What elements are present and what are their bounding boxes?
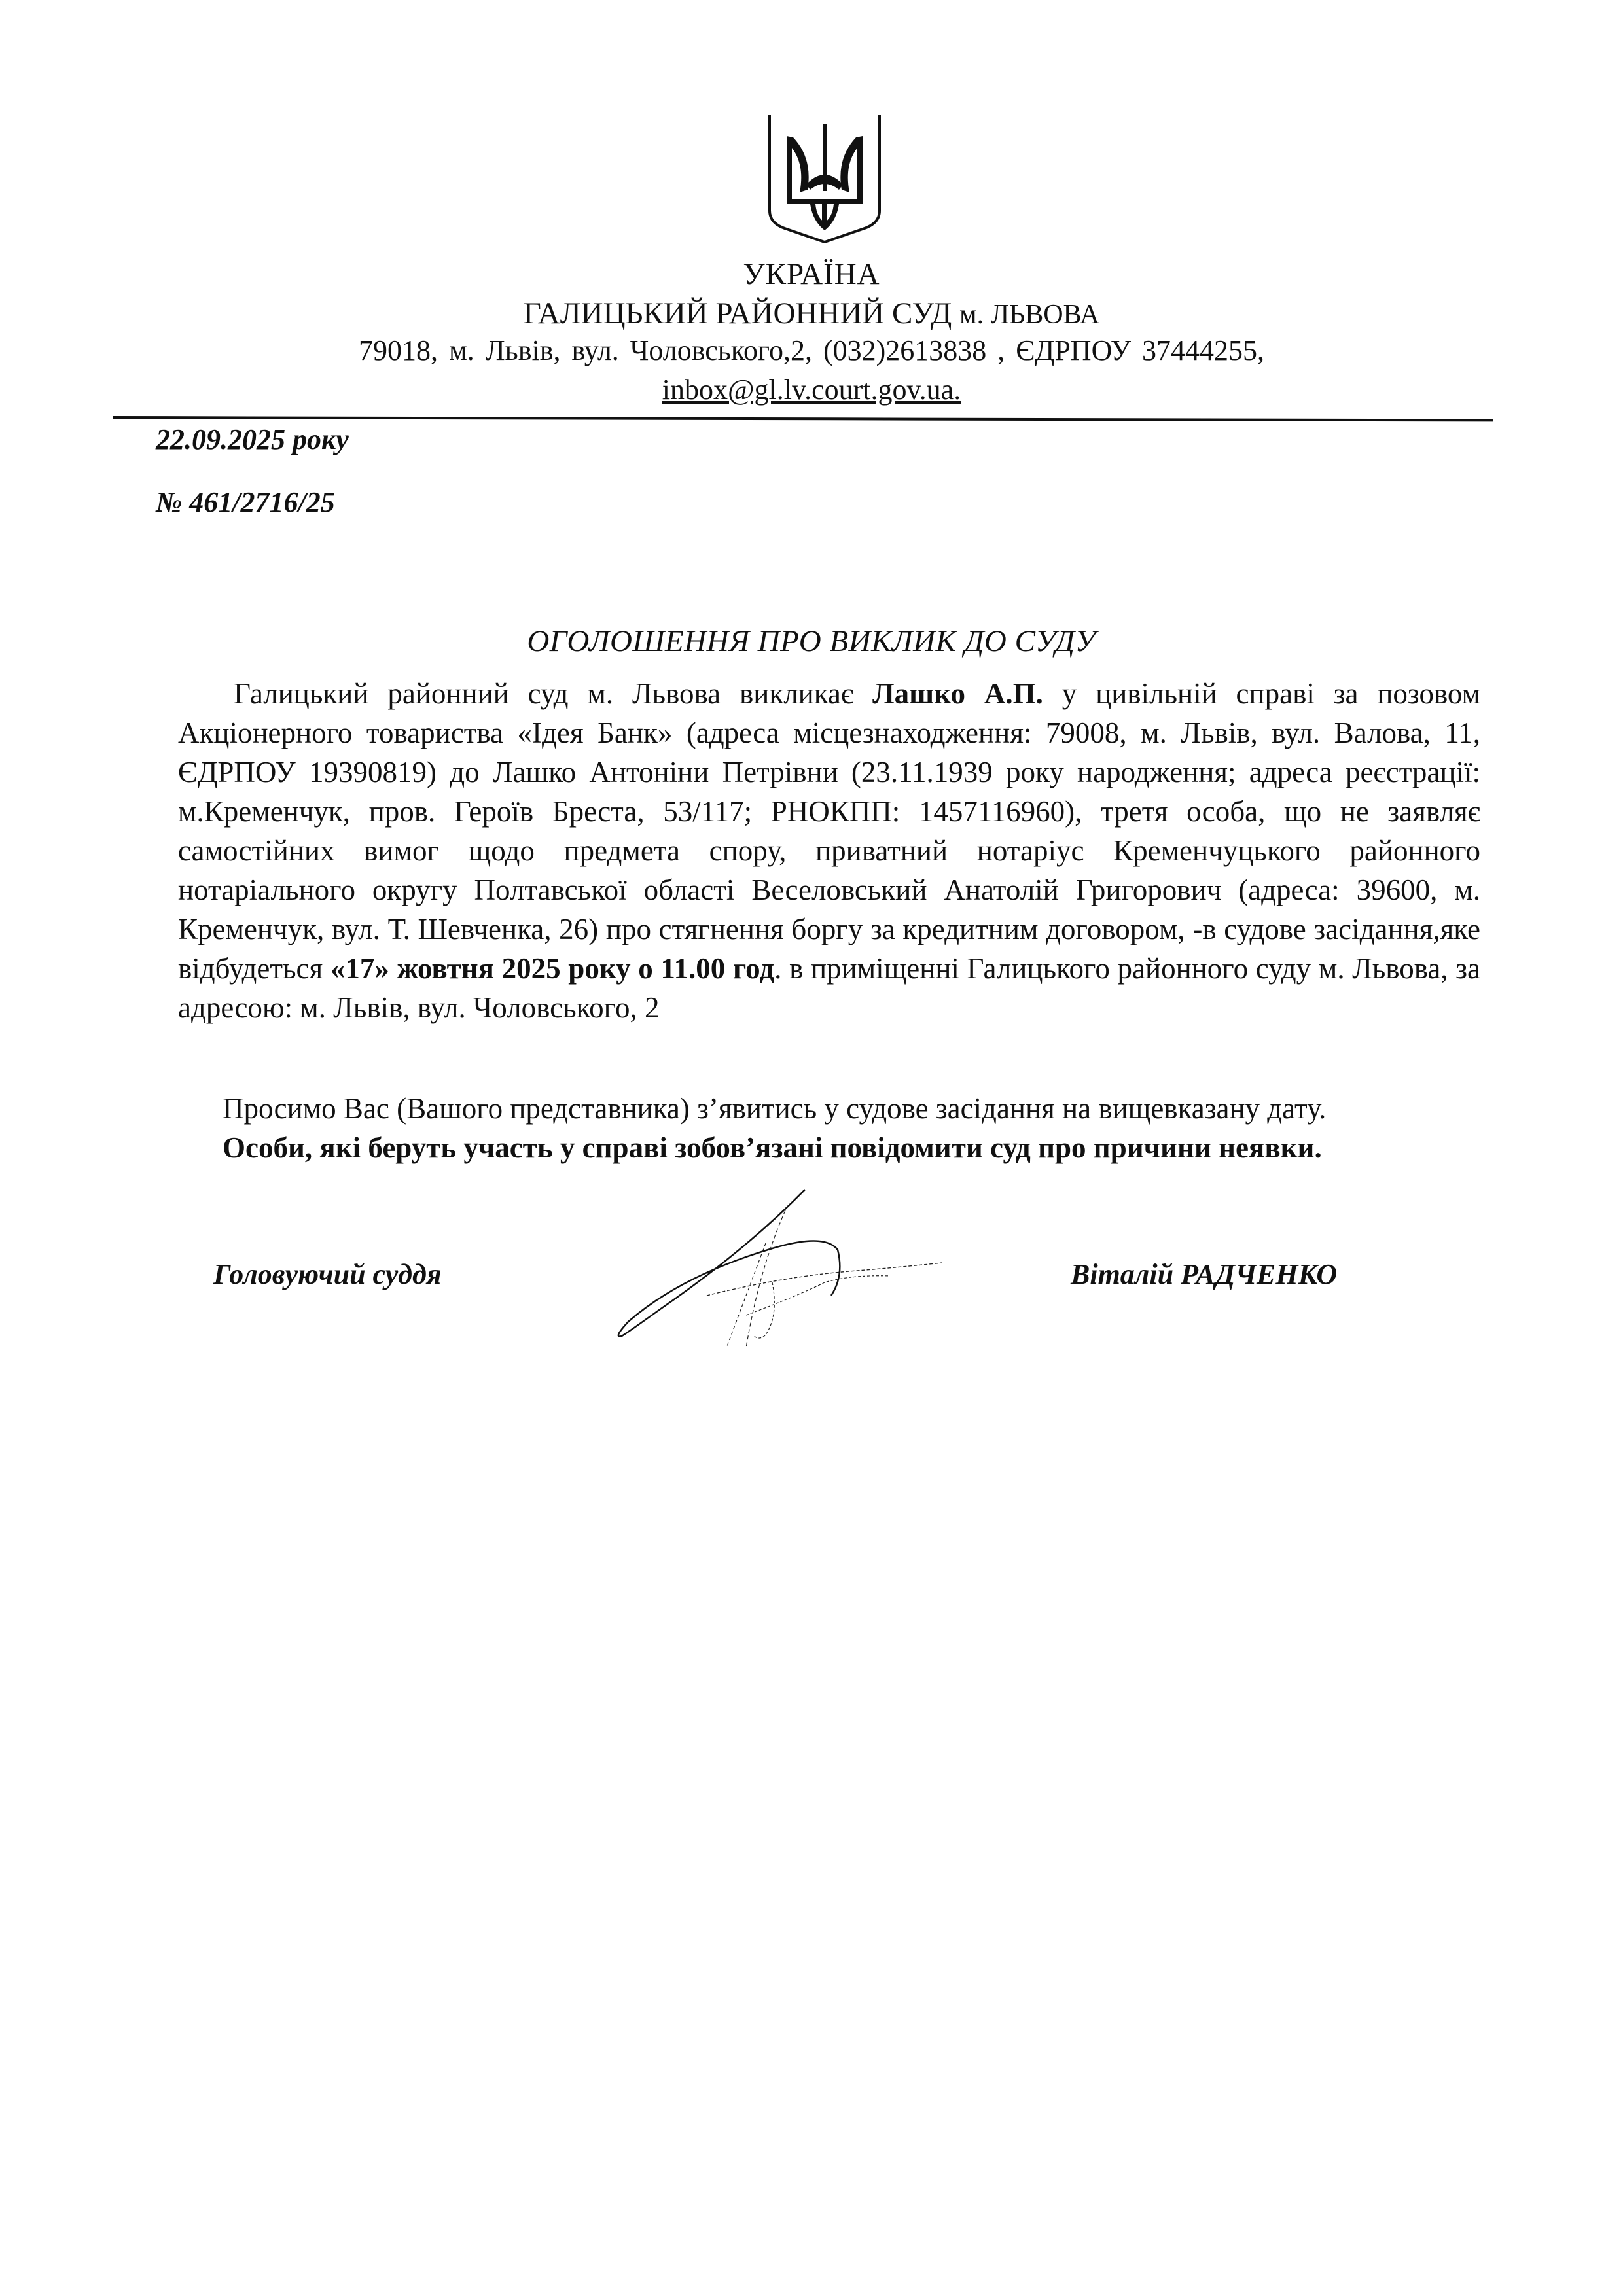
header-divider (113, 416, 1493, 421)
absence-warning: Особи, які беруть участь у справі зобов’язані повідомити суд про причини неявки. (223, 1131, 1322, 1164)
court-address: 79018, м. Львів, вул. Чоловського,2, (032)2613838 , ЄДРПОУ 37444255, (358, 334, 1265, 366)
case-number: № 461/2716/25 (156, 486, 335, 518)
defendant-name: Лашко А.П. (872, 677, 1043, 710)
judge-name: Віталій РАДЧЕНКО (1071, 1258, 1338, 1290)
body-paragraph: Галицький районний суд м. Львова викликає Лашко А.П. у цивільній справі за позовом Акціонерного товариства «Ідея Банк» (адреса місцезнаходження: 79008, м. Львів, вул. Валова, 11, ЄДРПОУ 19390819) до Лашко Антоніни Петрівни (23.11.1939 року народження; адреса реєстрації: м.Кременчук, пров. Героїв Бреста, 53/117; РНОКПП: 1457116960), третя особа, що не заявляє самостійних вимог щодо предмета спору, приватний нотаріус Кременчуцького районного нотаріального округу Полтавської області Веселовський Анатолій Григорович (адреса: 39600, м. Кременчук, вул. Т. Шевченка, 26) про стягнення боргу за кредитним договором, -в судове засідання,яке відбудеться «17» жовтня 2025 року о 11.00 год. в приміщенні Галицького районного суду м. Львова, за адресою: м. Львів, вул. Чоловського, 2 (178, 677, 1480, 1024)
signature-icon (550, 1184, 1021, 1354)
court-name-city: м. ЛЬВОВА (959, 300, 1100, 330)
document-body (178, 674, 1480, 1027)
appearance-request: Просимо Вас (Вашого представника) з’явитись у судове засідання на вищевказану дату. (223, 1092, 1327, 1125)
court-name (0, 296, 1623, 331)
court-email (0, 373, 1623, 406)
trident-emblem-icon (767, 113, 882, 243)
court-name-main: ГАЛИЦЬКИЙ РАЙОННИЙ СУД (523, 296, 952, 330)
judge-role: Головуючий суддя (213, 1258, 442, 1290)
country-name: УКРАЇНА (743, 257, 880, 291)
court-email-link[interactable]: inbox@gl.lv.court.gov.ua. (662, 374, 961, 406)
hearing-datetime: «17» жовтня 2025 року о 11.00 год (330, 952, 775, 985)
document-title: ОГОЛОШЕННЯ ПРО ВИКЛИК ДО СУДУ (527, 624, 1096, 658)
document-date: 22.09.2025 року (156, 423, 349, 455)
